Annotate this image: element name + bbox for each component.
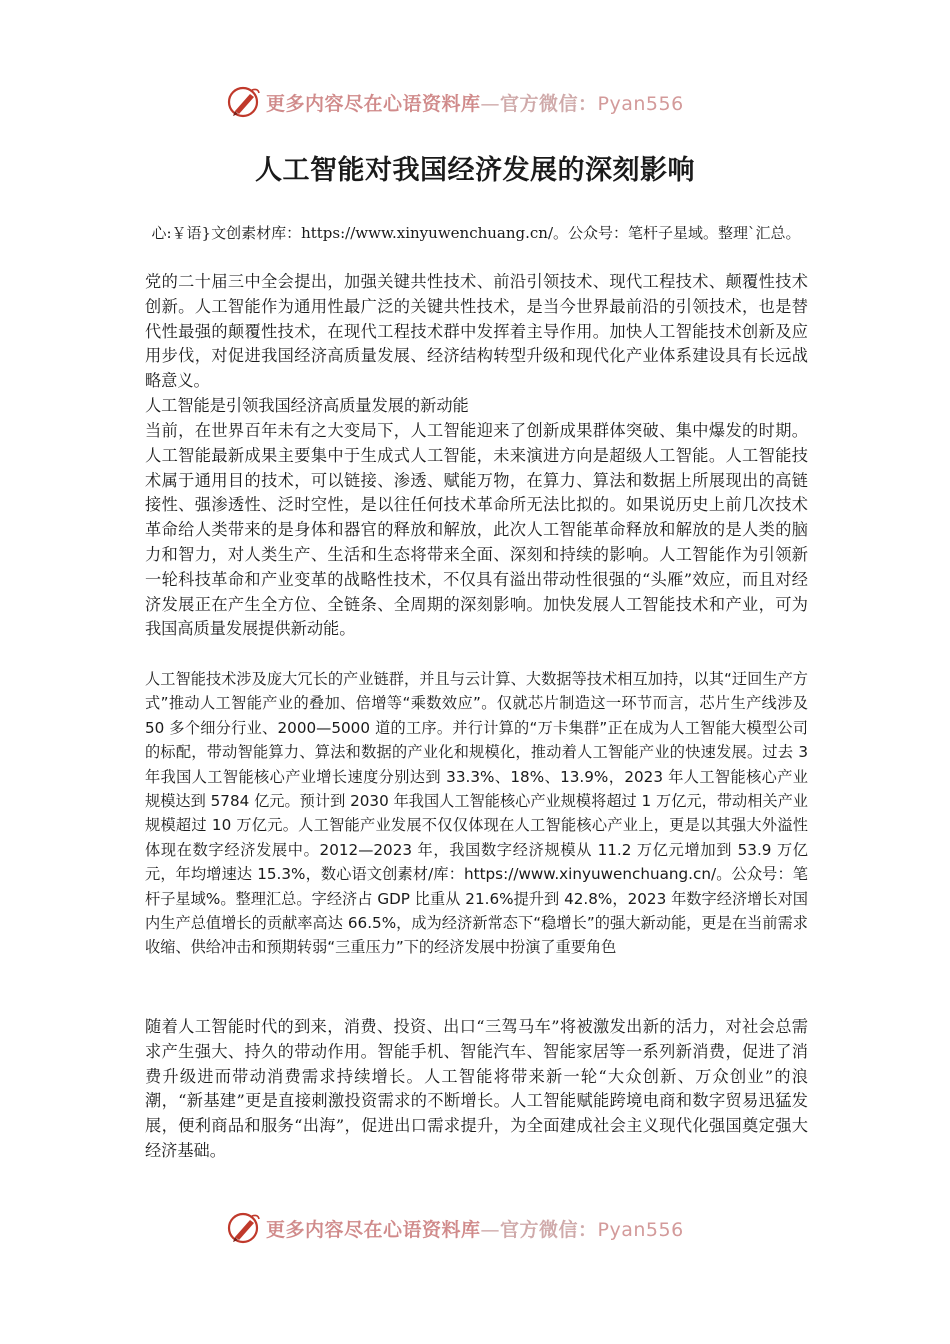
footer-banner (226, 1208, 726, 1248)
banner-wechat-id: Pyan556 (597, 92, 684, 115)
pen-logo-icon (226, 84, 262, 120)
current-paragraph: 当前，在世界百年未有之大变局下，人工智能迎来了创新成果群体突破、集中爆发的时期。人工智能最新成果主要集中于生成式人工智能，未来演进方向是超级人工智能。人工智能技术属于通用目的技术，可以链接、渗透、赋能万物，在算力、算法和数据上所展现出的高链接性、强渗透性、泛时空性，是以往任何技术革命所无法比拟的。如果说历史上前几次技术革命给人类带来的是身体和器官的释放和解放，此次人工智能革命释放和解放的是人类的脑力和智力，对人类生产、生活和生态将带来全面、深刻和持续的影响。人工智能作为引领新一轮科技革命和产业变革的战略性技术，不仅具有溢出带动性很强的“头雁”效应，而且对经济发展正在产生全方位、全链条、全周期的深刻影响。加快发展人工智能技术和产业，可为我国高质量发展提供新动能。 (145, 421, 808, 639)
banner-separator: — (480, 1218, 501, 1241)
pen-logo-icon (226, 1210, 262, 1246)
section-heading: 人工智能是引领我国经济高质量发展的新动能 (145, 396, 469, 415)
banner-text (266, 89, 684, 116)
banner-text (266, 1215, 684, 1242)
industry-paragraph: 人工智能技术涉及庞大冗长的产业链群，并且与云计算、大数据等技术相互加持，以其“迂回生产方式”推动人工智能产业的叠加、倍增等“乘数效应”。仅就芯片制造这一环节而言，芯片生产线涉及 50 多个细分行业、2000—5000 道的工序。并行计算的“万卡集群”正在成为人工智能大模型公司的标配，带动智能算力、算法和数据的产业化和规模化，推动着人工智能产业的快速发展。过去 3 年我国人工智能核心产业增长速度分别达到 33.3%、18%、13.9%，2023 年人工智能核心产业规模达到 5784 亿元。预计到 2030 年我国人工智能核心产业规模将超过 1 万亿元，带动相关产业规模超过 10 万亿元。人工智能产业发展不仅仅体现在人工智能核心产业上，更是以其强大外溢性体现在数字经济发展中。2012—2023 年，我国数字经济规模从 11.2 万亿元增加到 53.9 万亿元，年均增速达 15.3%，数心语文创素材/库：https://www.xinyuwenchuang.cn/。公众号：笔杆子星域%。整理汇总。字经济占 GDP 比重从 21.6%提升到 42.8%，2023 年数字经济增长对国内生产总值增长的贡献率高达 66.5%，成为经济新常态下“稳增长”的强大新动能，更是在当前需求收缩、供给冲击和预期转弱“三重压力”下的经济发展中扮演了重要角色 (145, 670, 808, 957)
banner-brand: 更多内容尽在心语资料库 (266, 1218, 481, 1241)
demand-paragraph: 随着人工智能时代的到来，消费、投资、出口“三驾马车”将被激发出新的活力，对社会总需求产生强大、持久的带动作用。智能手机、智能汽车、智能家居等一系列新消费，促进了消费升级进而带动消费需求持续增长。人工智能将带来新一轮“大众创新、万众创业”的浪潮，“新基建”更是直接刺激投资需求的不断增长。人工智能赋能跨境电商和数字贸易迅猛发展，便利商品和服务“出海”，促进出口需求提升，为全面建成社会主义现代化强国奠定强大经济基础。 (145, 1017, 808, 1160)
banner-wechat-id: Pyan556 (597, 1218, 684, 1241)
banner-separator: — (480, 92, 501, 115)
banner-label: 官方微信： (500, 1218, 598, 1241)
source-note: 心:￥语}文创素材库：https://www.xinyuwenchuang.cn/。公众号：笔杆子星域。整理`汇总。 (151, 224, 801, 242)
banner-label: 官方微信： (500, 92, 598, 115)
intro-paragraph: 党的二十届三中全会提出，加强关键共性技术、前沿引领技术、现代工程技术、颠覆性技术创新。人工智能作为通用性最广泛的关键共性技术，是当今世界最前沿的引领技术，也是替代性最强的颠覆性技术，在现代工程技术群中发挥着主导作用。加快人工智能技术创新及应用步伐，对促进我国经济高质量发展、经济结构转型升级和现代化产业体系建设具有长远战略意义。 (145, 272, 808, 391)
header-banner (226, 82, 726, 122)
banner-brand: 更多内容尽在心语资料库 (266, 92, 481, 115)
document-title: 人工智能对我国经济发展的深刻影响 (255, 155, 695, 186)
